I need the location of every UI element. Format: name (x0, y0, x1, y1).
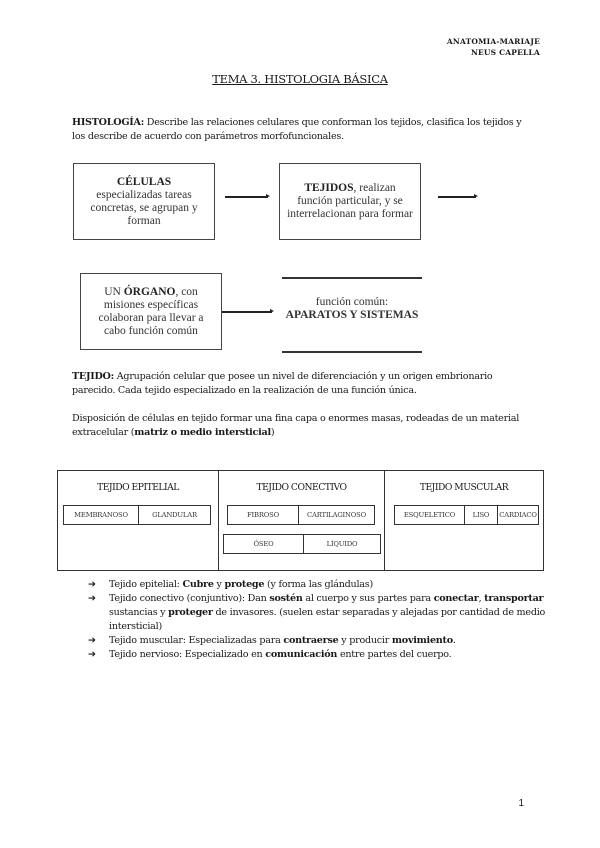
table-column-conectivo (218, 471, 384, 570)
arrow-bullet-icon: ➔ (88, 593, 96, 604)
subtype-cell: MEMBRANOSO (74, 511, 128, 519)
subtype-row (394, 505, 539, 525)
arrow-right-icon (225, 196, 268, 198)
histologia-text: Describe las relaciones celulares que conforman los tejidos, clasifica los tejidos y los describe de acuerdo con parámetros morfofuncionales. (72, 117, 522, 142)
list-item (88, 592, 548, 634)
column-title: TEJIDO CONECTIVO (256, 482, 347, 493)
disposicion-text: Disposición de células en tejido formar una fina capa o enormes masas, rodeadas de un material extracelular ( (72, 413, 520, 438)
flow-box-prefix: UN (104, 285, 124, 298)
disposicion-paragraph (72, 412, 532, 440)
document-header (447, 36, 540, 58)
flow-box-text: función común: (315, 296, 389, 308)
list-item (88, 634, 548, 648)
tissue-bullet-list (88, 578, 548, 662)
list-item-text: Tejido nervioso: Especializado en comunicación entre partes del cuerpo. (109, 649, 452, 660)
column-title: TEJIDO MUSCULAR (419, 482, 509, 493)
tissue-classification-table (57, 470, 544, 571)
header-author-line: NEUS CAPELLA (470, 48, 540, 57)
header-author-line: ANATOMIA-MARIAJE (446, 37, 540, 46)
tejido-term: TEJIDO: (72, 371, 114, 382)
flow-box-bold: ÓRGANO (123, 285, 176, 298)
subtype-cell: GLANDULAR (138, 506, 210, 524)
subtype-row (227, 505, 375, 525)
column-title: TEJIDO EPITELIAL (97, 482, 179, 493)
flow-box-bold: APARATOS Y SISTEMAS (285, 309, 419, 321)
list-item-text: Tejido conectivo (conjuntivo): Dan sostén al cuerpo y sus partes para conectar, transportar sustancias y proteger de invasores. (suelen estar separadas y alejadas por cantidad de medio intersticial) (109, 593, 546, 632)
table-column-epitelial (58, 471, 218, 570)
arrow-right-icon (222, 311, 272, 313)
disposicion-bold: matriz o medio intersticial (134, 427, 271, 438)
page-number: 1 (518, 798, 524, 809)
list-item-text: Tejido epitelial: Cubre y protege (y forma las glándulas) (109, 579, 373, 590)
tejido-text: Agrupación celular que posee un nivel de diferenciación y un origen embrionario parecido. Cada tejido especializado en la realización de una función única. (72, 371, 493, 396)
list-item (88, 578, 548, 592)
flow-box-tejidos (279, 163, 421, 240)
flow-box-text: , con misiones específicas colaboran para llevar a cabo función común (98, 285, 204, 337)
flow-box-celulas (73, 163, 215, 240)
subtype-cell: CARDIACO (497, 506, 538, 524)
subtype-cell: LÍQUIDO (303, 535, 380, 553)
flow-box-bold: CÉLULAS (116, 175, 172, 188)
subtype-cell: LISO (464, 506, 497, 524)
flow-box-bold: TEJIDOS (304, 182, 354, 194)
flow-box-sistemas (282, 296, 422, 322)
divider-line (282, 277, 422, 279)
histologia-term: HISTOLOGÍA: (72, 117, 144, 128)
list-item-text: Tejido muscular: Especializadas para contraerse y producir movimiento. (109, 635, 456, 646)
arrow-bullet-icon: ➔ (88, 579, 96, 590)
tejido-definition (72, 370, 532, 398)
divider-line (282, 351, 422, 353)
arrow-bullet-icon: ➔ (88, 649, 96, 660)
subtype-cell: CARTILAGINOSO (298, 506, 374, 524)
list-item (88, 648, 548, 662)
subtype-cell: ESQUELETICO (403, 511, 456, 519)
arrow-bullet-icon: ➔ (88, 635, 96, 646)
flow-box-text: , realizan función particular, y se interrelacionan para formar (287, 182, 413, 220)
subtype-row (63, 505, 211, 525)
disposicion-end: ) (270, 427, 275, 438)
arrow-right-icon (438, 196, 476, 198)
flow-box-organo (80, 273, 222, 350)
page-title: TEMA 3. HISTOLOGIA BÁSICA (212, 72, 388, 86)
subtype-cell: ÓSEO (253, 540, 274, 548)
subtype-cell: FIBROSO (247, 511, 279, 519)
flow-box-text: especializadas tareas concretas, se agrupan y forman (90, 188, 198, 227)
subtype-row (223, 534, 381, 554)
table-column-muscular (384, 471, 543, 570)
histologia-definition (72, 116, 532, 144)
